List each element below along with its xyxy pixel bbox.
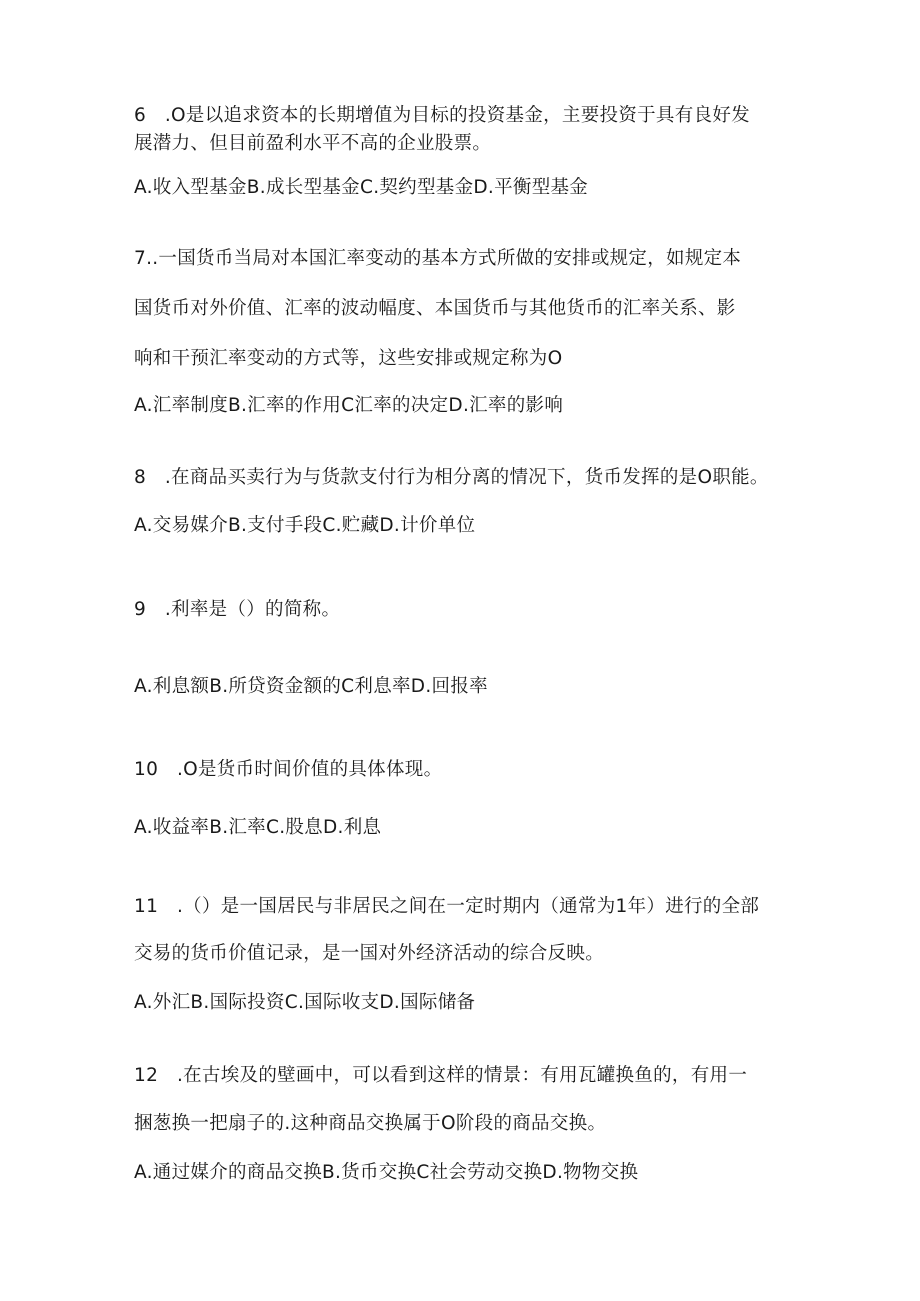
question-7-options: A.汇率制度B.汇率的作用C汇率的决定D.汇率的影响 <box>134 395 564 416</box>
question-6-stem-line-2: 展潜力、但目前盈利水平不高的企业股票。 <box>134 133 492 154</box>
question-11-stem-line-2: 交易的货币价值记录，是一国对外经济活动的综合反映。 <box>134 943 605 964</box>
question-7-stem-line-1: 7..一国货币当局对本国汇率变动的基本方式所做的安排或规定，如规定本 <box>134 248 742 269</box>
question-12-options: A.通过媒介的商品交换B.货币交换C社会劳动交换D.物物交换 <box>134 1162 639 1183</box>
question-10-options: A.收益率B.汇率C.股息D.利息 <box>134 817 382 838</box>
question-7-stem-line-3: 响和干预汇率变动的方式等，这些安排或规定称为O <box>134 348 563 369</box>
question-10-stem-line-1: 10 .O是货币时间价值的具体体现。 <box>134 759 443 780</box>
question-12-stem-line-2: 捆葱换一把扇子的.这种商品交换属于O阶段的商品交换。 <box>134 1113 607 1134</box>
question-6-options: A.收入型基金B.成长型基金C.契约型基金D.平衡型基金 <box>134 177 589 198</box>
question-9-options: A.利息额B.所贷资金额的C利息率D.回报率 <box>134 676 488 697</box>
question-9-stem-line-1: 9 .利率是（）的简称。 <box>134 599 341 620</box>
question-7-stem-line-2: 国货币对外价值、汇率的波动幅度、本国货币与其他货币的汇率关系、影 <box>134 298 736 319</box>
question-11-options: A.外汇B.国际投资C.国际收支D.国际储备 <box>134 992 476 1013</box>
question-12-stem-line-1: 12 .在古埃及的壁画中，可以看到这样的情景：有用瓦罐换鱼的，有用一 <box>134 1065 748 1086</box>
question-6-stem-line-1: 6 .O是以追求资本的长期增值为目标的投资基金，主要投资于具有良好发 <box>134 105 750 126</box>
question-11-stem-line-1: 11 .（）是一国居民与非居民之间在一定时期内（通常为1年）进行的全部 <box>134 896 760 917</box>
question-8-stem-line-1: 8 .在商品买卖行为与货款支付行为相分离的情况下，货币发挥的是O职能。 <box>134 467 769 488</box>
question-8-options: A.交易媒介B.支付手段C.贮藏D.计价单位 <box>134 515 476 536</box>
